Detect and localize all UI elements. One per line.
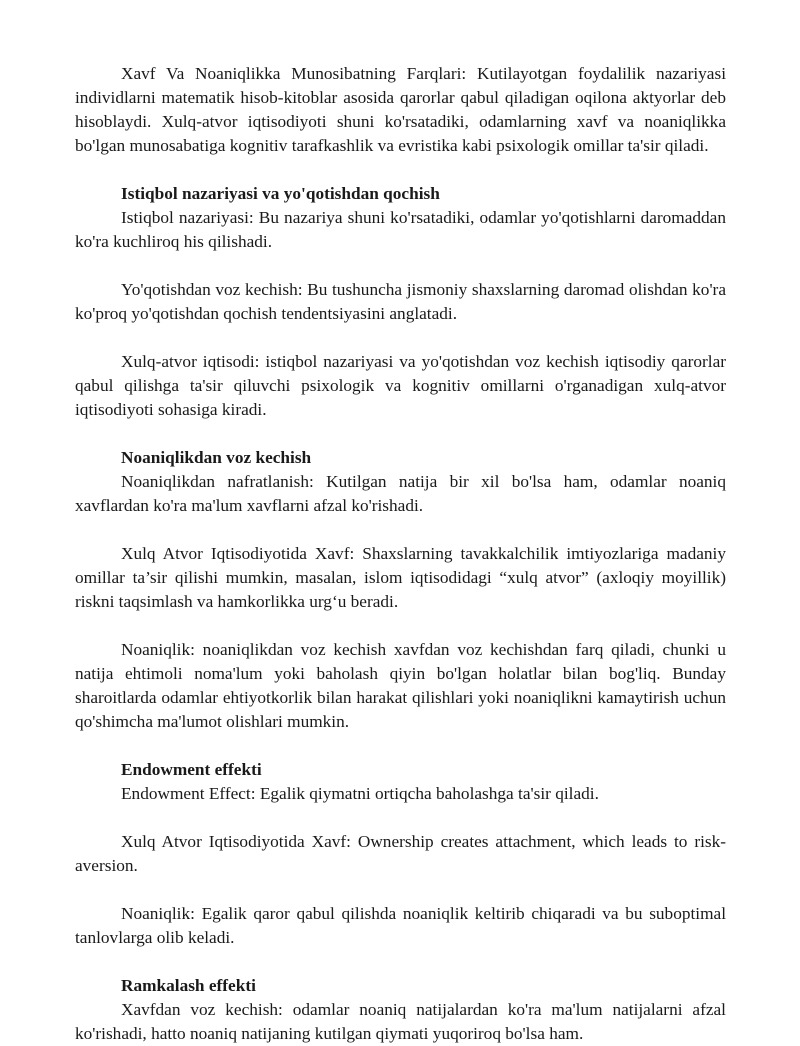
heading-ambiguity-aversion: Noaniqlikdan voz kechish xyxy=(121,448,312,467)
paragraph-prospect-theory: Istiqbol nazariyasi: Bu nazariya shuni ko'rsatadiki, odamlar yo'qotishlarni daromaddan ko'ra kuchliroq his qilishadi. xyxy=(75,208,726,251)
heading-endowment-effect: Endowment effekti xyxy=(121,760,262,779)
heading-framing-effect: Ramkalash effekti xyxy=(121,976,256,995)
paragraph-loss-aversion: Yo'qotishdan voz kechish: Bu tushuncha jismoniy shaxslarning daromad olishdan ko'ra ko'proq yo'qotishdan qochish tendentsiyasini anglatadi. xyxy=(75,280,726,323)
heading-prospect-theory: Istiqbol nazariyasi va yo'qotishdan qochish xyxy=(121,184,440,203)
paragraph-behavioral-economics: Xulq-atvor iqtisodi: istiqbol nazariyasi va yo'qotishdan voz kechish iqtisodiy qarorlar qabul qilishga ta'sir qiluvchi psixologik va kognitiv omillarni o'rganadigan xulq-atvor iqtisodiyoti sohasiga kiradi. xyxy=(75,352,726,419)
paragraph-ownership-risk: Xulq Atvor Iqtisodiyotida Xavf: Ownership creates attachment, which leads to risk-aversion. xyxy=(75,832,726,875)
paragraph-ownership-uncertainty: Noaniqlik: Egalik qaror qabul qilishda noaniqlik keltirib chiqaradi va bu suboptimal tanlovlarga olib keladi. xyxy=(75,904,726,947)
paragraph-risk-uncertainty-differences: Xavf Va Noaniqlikka Munosibatning Farqlari: Kutilayotgan foydalilik nazariyasi individlarni matematik hisob-kitoblar asosida qarorlar qabul qiladigan oqilona aktyorlar deb hisoblaydi. Xulq-atvor iqtisodiyoti shuni ko'rsatadiki, odamlarning xavf va noaniqlikka bo'lgan munosabatiga kognitiv tarafkashlik va evristika kabi psixologik omillar ta'sir qiladi. xyxy=(75,64,726,155)
paragraph-cultural-risk: Xulq Atvor Iqtisodiyotida Xavf: Shaxslarning tavakkalchilik imtiyozlariga madaniy omillar ta’sir qilishi mumkin, masalan, islom iqtisodidagi “xulq atvor” (axloqiy moyillik) riskni taqsimlash va hamkorlikka urg‘u beradi. xyxy=(75,544,726,611)
paragraph-risk-avoidance: Xavfdan voz kechish: odamlar noaniq natijalardan ko'ra ma'lum natijalarni afzal ko'rishadi, hatto noaniq natijaning kutilgan qiymati yuqoriroq bo'lsa ham. xyxy=(75,1000,726,1043)
paragraph-endowment-effect: Endowment Effect: Egalik qiymatni ortiqcha baholashga ta'sir qiladi. xyxy=(121,784,599,803)
paragraph-uncertainty: Noaniqlik: noaniqlikdan voz kechish xavfdan voz kechishdan farq qiladi, chunki u natija ehtimoli noma'lum yoki baholash qiyin bo'lgan holatlar bilan bog'liq. Bunday sharoitlarda odamlar ehtiyotkorlik bilan harakat qilishlari yoki noaniqlikni kamaytirish uchun qo'shimcha ma'lumot olishlari mumkin. xyxy=(75,640,726,731)
paragraph-ambiguity-aversion: Noaniqlikdan nafratlanish: Kutilgan natija bir xil bo'lsa ham, odamlar noaniq xavflardan ko'ra ma'lum xavflarni afzal ko'rishadi. xyxy=(75,472,726,515)
document-page xyxy=(75,62,726,1046)
